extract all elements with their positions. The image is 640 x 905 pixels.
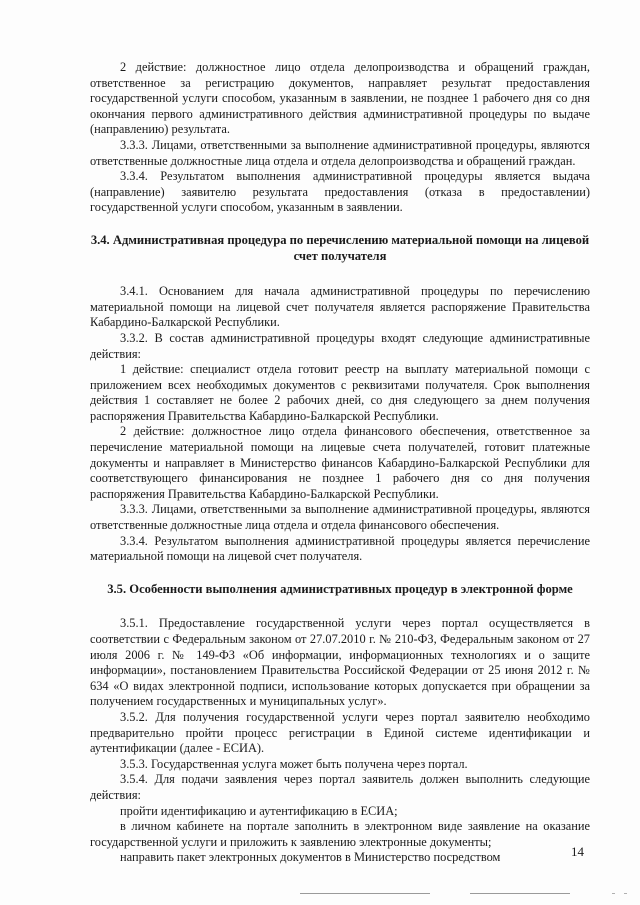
paragraph: 3.3.3. Лицами, ответственными за выполнение административной процедуры, являются ответственные должностные лица отдела и отдела делопроизводства и обращений граждан.	[90, 137, 590, 168]
section-heading-3-5: 3.5. Особенности выполнения административных процедур в электронной форме	[107, 581, 573, 596]
scan-artifact-mark	[612, 893, 615, 894]
paragraph: 3.5.2. Для получения государственной услуги через портал заявителю необходимо предварительно пройти процесс регистрации в Единой системе идентификации и аутентификации (далее - ЕСИА).	[90, 709, 590, 756]
paragraph: направить пакет электронных документов в Министерство посредством	[120, 850, 501, 865]
paragraph: 3.5.4. Для подачи заявления через портал заявитель должен выполнить следующие действия:	[90, 772, 590, 802]
document-body	[90, 60, 590, 866]
paragraph: 2 действие: должностное лицо отдела финансового обеспечения, ответственное за перечисление материальной помощи на лицевые счета получателей, готовит платежные документы и направляет в Министерство финансов Кабардино-Балкарской Республики для соответствующего финансирования не позднее 1 рабочего дня со дня получения распоряжения Правительства Кабардино-Балкарской Республики.	[90, 424, 590, 501]
paragraph: 2 действие: должностное лицо отдела делопроизводства и обращений граждан, ответственное за регистрацию документов, направляет результат предоставления государственной услуги способом, указанным в заявлении, не позднее 1 рабочего дня со дня окончания первого административного действия административной процедуры по выдаче (направлению) результата.	[90, 60, 590, 137]
scan-artifact-line	[470, 893, 570, 894]
paragraph: 3.3.3. Лицами, ответственными за выполнение административной процедуры, являются ответственные должностные лица отдела и отдела финансового обеспечения.	[90, 502, 590, 533]
paragraph: 3.3.4. Результатом выполнения административной процедуры является выдача (направление) заявителю результата предоставления (отказа в предоставлении) государственной услуги способом, указанным в заявлении.	[90, 169, 590, 215]
paragraph: 3.5.1. Предоставление государственной услуги через портал осуществляется в соответствии с Федеральным законом от 27.07.2010 г. № 210-ФЗ, Федеральным законом от 27 июля 2006 г. № 149-ФЗ «Об информации, информационных технологиях и о защите информации», постановлением Правительства Российской Федерации от 25 июня 2012 г. № 634 «О видах электронной подписи, использование которых допускается при обращении за получением государственных и муниципальных услуг».	[90, 616, 590, 709]
paragraph: 3.4.1. Основанием для начала административной процедуры по перечислению материальной помощи на лицевой счет получателя является распоряжение Правительства Кабардино-Балкарской Республики.	[90, 284, 590, 330]
scan-artifact-line	[300, 893, 430, 894]
paragraph: пройти идентификацию и аутентификацию в ЕСИА;	[120, 803, 398, 818]
scan-artifact-mark	[624, 893, 627, 894]
paragraph: 3.3.4. Результатом выполнения административной процедуры является перечисление материальной помощи на лицевой счет получателя.	[90, 533, 590, 564]
paragraph: 3.5.3. Государственная услуга может быть получена через портал.	[120, 756, 468, 771]
paragraph: 1 действие: специалист отдела готовит реестр на выплату материальной помощи с приложением всех необходимых документов с реквизитами получателя. Срок выполнения действия 1 составляет не более 2 рабочих дней, со дня следующего за днем получения распоряжения Правительства Кабардино-Балкарской Республики.	[90, 362, 590, 423]
page-number: 14	[571, 844, 584, 859]
paragraph: 3.3.2. В состав административной процедуры входят следующие административные действия:	[90, 330, 590, 361]
paragraph: в личном кабинете на портале заполнить в электронном виде заявление на оказание государственной услуги и приложить к заявлению электронные документы;	[90, 819, 590, 849]
section-heading-3-4: 3.4. Административная процедура по перечислению материальной помощи на лицевой счет получателя	[90, 232, 590, 263]
